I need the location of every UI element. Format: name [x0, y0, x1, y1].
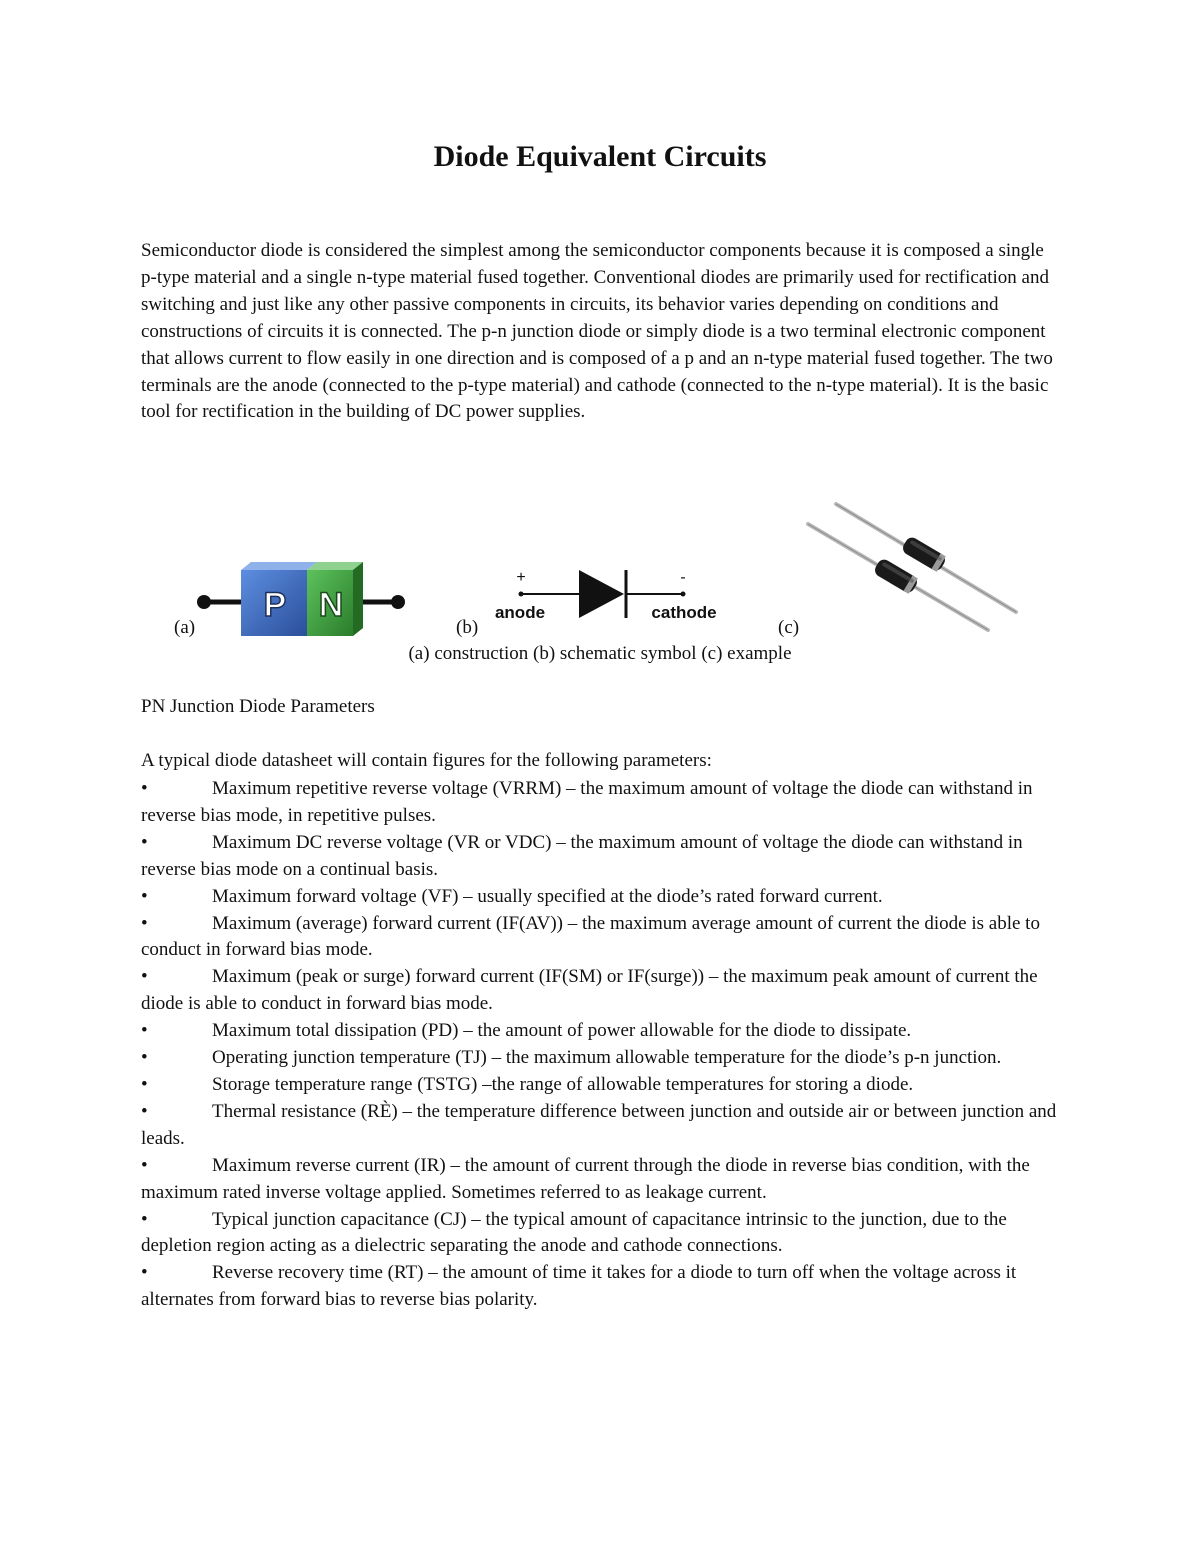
- param-text: Typical junction capacitance (CJ) – the typical amount of capacitance intrinsic to the junction, due to the depletion region acting as a dielectric separating the anode and cathode connections.: [141, 1208, 1007, 1257]
- section-heading: PN Junction Diode Parameters: [141, 696, 375, 717]
- param-text: Storage temperature range (TSTG) –the range of allowable temperatures for storing a diode.: [212, 1073, 914, 1095]
- label-b: (b): [456, 617, 479, 638]
- minus-sign: -: [680, 569, 686, 586]
- diode-example-illustration: [800, 496, 1030, 636]
- list-item: [141, 776, 1071, 830]
- list-item: [141, 830, 1071, 884]
- list-item: [141, 1045, 1071, 1072]
- diode-figure: [0, 490, 1200, 670]
- bullet: •: [141, 1073, 148, 1095]
- plus-sign: +: [516, 569, 526, 586]
- anode-label: anode: [494, 603, 546, 622]
- diode-schematic-symbol: [490, 566, 730, 626]
- bullet: •: [141, 1100, 148, 1122]
- param-text: Maximum reverse current (IR) – the amount of current through the diode in reverse bias condition, with the maximum rated inverse voltage applied. Sometimes referred to as leakage current.: [141, 1154, 1030, 1203]
- bullet: •: [141, 966, 148, 988]
- page-title: Diode Equivalent Circuits: [433, 140, 767, 173]
- bullet: •: [141, 885, 148, 907]
- list-item: [141, 1072, 1071, 1099]
- param-text: Maximum (peak or surge) forward current (IF(SM) or IF(surge)) – the maximum peak amount of current the diode is able to conduct in forward bias mode.: [141, 966, 1038, 1015]
- list-item: [141, 1260, 1071, 1314]
- list-item: [141, 911, 1071, 965]
- params-lead: A typical diode datasheet will contain figures for the following parameters:: [141, 750, 712, 771]
- bullet: •: [141, 831, 148, 853]
- param-text: Maximum repetitive reverse voltage (VRRM) – the maximum amount of voltage the diode can withstand in reverse bias mode, in repetitive pulses.: [141, 778, 1033, 826]
- cathode-label: cathode: [651, 603, 717, 622]
- bullet: •: [141, 1208, 148, 1230]
- bullet: •: [141, 1047, 148, 1069]
- label-a: (a): [174, 617, 196, 638]
- list-item: [141, 1153, 1071, 1207]
- diode-triangle: [579, 570, 624, 618]
- label-c: (c): [778, 617, 800, 638]
- param-text: Operating junction temperature (TJ) – the maximum allowable temperature for the diode’s p-n junction.: [212, 1047, 1002, 1069]
- terminal-left: [197, 595, 211, 609]
- param-text: Maximum (average) forward current (IF(AV)) – the maximum average amount of current the diode is able to conduct in forward bias mode.: [141, 912, 1040, 961]
- param-text: Maximum total dissipation (PD) – the amount of power allowable for the diode to dissipate.: [212, 1020, 912, 1042]
- pn-construction-illustration: [195, 562, 410, 640]
- bullet: •: [141, 1262, 148, 1284]
- param-text: Maximum forward voltage (VF) – usually specified at the diode’s rated forward current.: [212, 885, 883, 907]
- param-text: Maximum DC reverse voltage (VR or VDC) – the maximum amount of voltage the diode can withstand in reverse bias mode on a continual basis.: [141, 831, 1023, 880]
- figure-caption: (a) construction (b) schematic symbol (c) example: [408, 643, 792, 664]
- param-text: Reverse recovery time (RT) – the amount of time it takes for a diode to turn off when the voltage across it alternates from forward bias to reverse bias polarity.: [141, 1262, 1017, 1311]
- bullet: •: [141, 1154, 148, 1176]
- list-item: [141, 1207, 1071, 1261]
- p-letter: P: [263, 586, 287, 624]
- list-item: [141, 884, 1071, 911]
- bullet: •: [141, 912, 148, 934]
- intro-paragraph: Semiconductor diode is considered the simplest among the semiconductor components because it is composed a single p-type material and a single n-type material fused together. Conventional diodes are primarily used for rectification and switching and just like any other passive components in circuits, its behavior varies depending on conditions and constructions of circuits it is connected. The p-n junction diode or simply diode is a two terminal electronic component that allows current to flow easily in one direction and is composed of a p and an n-type material fused together. The two terminals are the anode (connected to the p-type material) and cathode (connected to the n-type material). It is the basic tool for rectification in the building of DC power supplies.: [141, 240, 1053, 423]
- list-item: [141, 1018, 1071, 1045]
- param-text: Thermal resistance (RÈ) – the temperature difference between junction and outside air or between junction and leads.: [141, 1100, 1057, 1149]
- list-item: [141, 964, 1071, 1018]
- bullet: •: [141, 778, 148, 799]
- bullet: •: [141, 1020, 148, 1042]
- list-item: [141, 1099, 1071, 1153]
- params-list: [141, 776, 1071, 1314]
- terminal-right: [391, 595, 405, 609]
- n-letter: N: [318, 586, 344, 624]
